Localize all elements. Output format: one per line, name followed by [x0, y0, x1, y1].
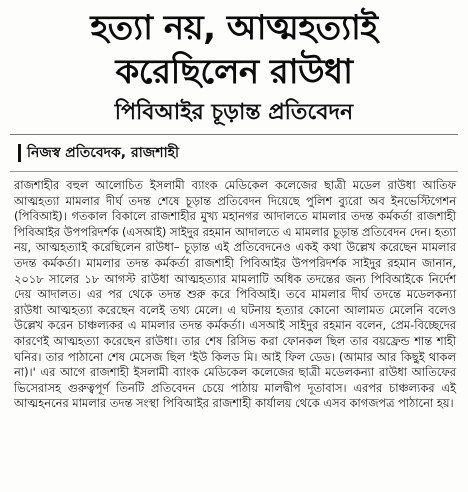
byline-divider: [10, 171, 458, 172]
subheadline: পিবিআইর চূড়ান্ত প্রতিবেদন: [114, 100, 354, 125]
byline-row: [0, 135, 468, 165]
headline-line-1: হত্যা নয়, আত্মহত্যাই: [90, 8, 378, 48]
byline: নিজস্ব প্রতিবেদক, রাজশাহী: [27, 145, 179, 161]
headline-line-2: করেছিলেন রাউধা: [115, 52, 353, 92]
byline-bar: [18, 144, 21, 162]
article-body: রাজশাহীর বহুল আলোচিত ইসলামী ব্যাংক মেডিকেল কলেজের ছাত্রী মডেল রাউধা আতিফ আত্মহত্যা মামলার দীর্ঘ তদন্ত শেষে চূড়ান্ত প্রতিবেদন দিয়েছে পুলিশ ব্যুরো অব ইনভেস্টিগেশন (পিবিআই)। গতকাল বিকালে রাজশাহীর মুখ্য মহানগর আদালতে মামলার তদন্ত কর্মকর্তা রাজশাহী পিবিআইর উপপরিদর্শক (এসআই) সাইদুর রহমান আদালতে এ মামলার চূড়ান্ত প্রতিবেদন দেন। হত্যা নয়, আত্মহত্যাই করেছিলেন রাউধা– চূড়ান্ত এই প্রতিবেদনেও একই কথা উল্লেখ করেছেন মামলার তদন্ত কর্মকর্তা। মামলার তদন্ত কর্মকর্তা রাজশাহী পিবিআইর উপপরিদর্শক সাইদুর রহমান জানান, ২০১৮ সালের ১৮ আগস্ট রাউধা আত্মহত্যার মামলাটি অধিক তদন্তের জন্য পিবিআইকে নির্দেশ দেয় আদালত। এর পর থেকে তদন্ত শুরু করে পিবিআই। তবে মামলার দীর্ঘ তদন্তে মডেলকন্যা রাউধা আত্মহত্যা করেছেন বলেই তথ্য মেলে। এ ঘটনায় হত্যার কোনো আলামত মেলেনি বলেও উল্লেখ করেন চাঞ্চল্যকর এ মামলার তদন্ত কর্মকর্তা। এসআই সাইদুর রহমান বলেন, প্রেম-বিচ্ছেদের কারণেই আত্মহত্যা করেছেন রাউধা। তার শেষ রিসিভ করা ফোনকল ছিল তার বয়ফ্রেন্ড শান্ত শাহী ঘনির। তার পাঠানো শেষ মেসেজ ছিল 'ইউ কিলড মি। আই ফিল ডেড। (আমার আর কিছুই থাকল না)।' এর আগে রাজশাহী ইসলামী ব্যাংক মেডিকেল কলেজের ছাত্রী মডেলকন্যা রাউধা আতিফের ভিসেরাসহ গুরুত্বপূর্ণ তিনটি প্রতিবেদন চেয়ে পাঠায় মালদ্বীপ দূতাবাস। এরপর চাঞ্চল্যকর এই আত্মহননের মামলার তদন্ত সংস্থা পিবিআইর রাজশাহী কার্যালয় থেকে এসব কাগজপত্র পাঠানো হয়।: [14, 178, 456, 411]
